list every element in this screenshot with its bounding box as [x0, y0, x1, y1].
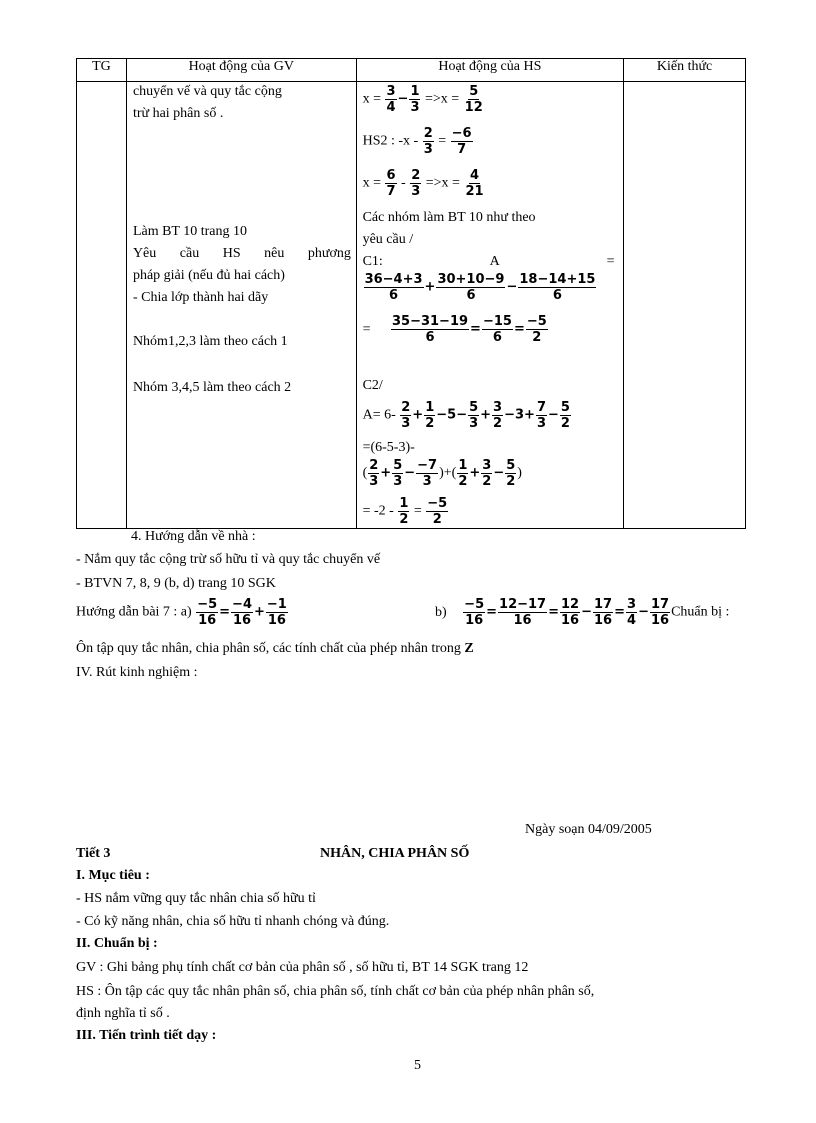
- text: =: [606, 254, 615, 269]
- hint-line: Hướng dẫn bài 7 : a) $\frac{-5}{16}$ = $\frac{-4}{16}$ + $\frac{-1}{16}$: [76, 597, 287, 628]
- gv-word: Yêu: [132, 246, 157, 261]
- numerator: 1: [458, 458, 468, 473]
- fraction: [398, 496, 409, 527]
- fraction: [426, 496, 448, 527]
- numerator: −15: [482, 314, 512, 329]
- denominator: 3: [423, 142, 433, 157]
- fraction: [650, 597, 670, 628]
- numerator: 12−17: [499, 597, 547, 612]
- numerator: 6: [386, 168, 396, 183]
- fraction: [385, 168, 396, 199]
- numerator: 3: [493, 400, 503, 415]
- fraction: [481, 458, 492, 489]
- text: Ôn tập quy tắc nhân, chia phân số, các tính chất của phép nhân trong: [76, 641, 461, 656]
- text: =>x =: [425, 175, 460, 191]
- review-line: [76, 641, 474, 657]
- section-heading: III. Tiến trình tiết dạy :: [76, 1028, 217, 1043]
- prep-line: HS : Ôn tập các quy tắc nhân phân số, chia phân số, tính chất cơ bản của phép nhân phân số,: [76, 984, 595, 999]
- gv-word: HS: [222, 246, 241, 261]
- text: b): [435, 604, 447, 620]
- fraction: [266, 597, 288, 628]
- text: A= 6-: [362, 407, 396, 423]
- numerator: −5: [464, 597, 485, 612]
- denominator: 21: [465, 184, 484, 199]
- fraction: [410, 168, 421, 199]
- fraction: [536, 400, 547, 431]
- date-line: Ngày soạn 04/09/2005: [525, 822, 652, 837]
- text: C1:: [362, 254, 383, 269]
- fraction: [463, 597, 485, 628]
- home-line: - Nắm quy tắc cộng trừ số hữu tỉ và quy tắc chuyển vế: [76, 552, 381, 567]
- text: Hướng dẫn bài 7 : a): [76, 604, 192, 620]
- numerator: 3: [627, 597, 637, 612]
- denominator: 3: [401, 416, 411, 431]
- denominator: 16: [650, 613, 670, 628]
- denominator: 16: [561, 613, 580, 628]
- hs-eq-2: [363, 126, 474, 157]
- denominator: 16: [232, 613, 252, 628]
- prep-line: GV : Ghi bảng phụ tính chất cơ bản của phân số , số hữu tỉ, BT 14 SGK trang 12: [76, 960, 529, 975]
- page-number: 5: [414, 1058, 421, 1073]
- text: A: [489, 254, 500, 269]
- objective-line: - HS nắm vững quy tắc nhân chia số hữu tỉ: [76, 891, 316, 906]
- numerator: 5: [469, 84, 479, 99]
- denominator: 16: [513, 613, 532, 628]
- section-iv: IV. Rút kinh nghiệm :: [76, 665, 198, 680]
- denominator: 3: [422, 474, 432, 489]
- denominator: 7: [457, 142, 467, 157]
- fraction: [364, 272, 424, 303]
- denominator: 3: [393, 474, 403, 489]
- denominator: 2: [560, 416, 570, 431]
- gv-word: phương: [307, 246, 351, 261]
- numerator: 5: [393, 458, 403, 473]
- text: =: [413, 503, 422, 519]
- fraction: [423, 126, 434, 157]
- fraction: [626, 597, 637, 628]
- numerator: −1: [266, 597, 287, 612]
- numerator: 3: [386, 84, 396, 99]
- numerator: 2: [423, 126, 433, 141]
- gv-line: chuyển vế và quy tắc cộng: [132, 84, 282, 99]
- hs-line: =(6-5-3)-: [362, 440, 415, 455]
- gv-line: Nhóm 3,4,5 làm theo cách 2: [132, 380, 292, 395]
- numerator: 1: [399, 496, 409, 511]
- hs-c2-expr: A= 6- $\frac{2}{3}$ + $\frac{1}{2}$ −5− $\frac{5}{3}$ + $\frac{3}{2}$ −3+ $\frac{7}{3}$ − $\frac{5}{2}$: [362, 400, 570, 431]
- header-tg: TG: [77, 59, 127, 82]
- numerator: 17: [650, 597, 670, 612]
- numerator: −4: [232, 597, 252, 612]
- objective-line: - Có kỹ năng nhân, chia số hữu tỉ nhanh chóng và đúng.: [76, 914, 390, 929]
- header-kien-thuc: Kiến thức: [624, 59, 746, 82]
- denominator: 2: [493, 416, 503, 431]
- denominator: 6: [466, 288, 476, 303]
- numerator: 17: [594, 597, 613, 612]
- fraction: [593, 597, 613, 628]
- numerator: 5: [469, 400, 479, 415]
- denominator: 3: [410, 100, 420, 115]
- header-gv: Hoạt động của GV: [126, 59, 356, 82]
- denominator: 16: [594, 613, 613, 628]
- denominator: 2: [482, 474, 492, 489]
- numerator: 12: [561, 597, 580, 612]
- numerator: −5: [427, 496, 448, 511]
- fraction: [400, 400, 411, 431]
- denominator: 2: [425, 416, 435, 431]
- gv-word: cầu: [179, 246, 200, 261]
- hs-line: C2/: [362, 378, 383, 393]
- numerator: 3: [482, 458, 492, 473]
- numerator: 35−31−19: [391, 314, 469, 329]
- numerator: 1: [410, 84, 420, 99]
- denominator: 2: [458, 474, 468, 489]
- gv-line: trừ hai phân số .: [132, 106, 224, 121]
- numerator: 2: [369, 458, 379, 473]
- gv-line: pháp giải (nếu đủ hai cách): [132, 268, 285, 283]
- denominator: 2: [432, 512, 442, 527]
- numerator: −6: [451, 126, 472, 141]
- denominator: 6: [425, 330, 435, 345]
- numerator: −7: [417, 458, 438, 473]
- denominator: 16: [267, 613, 286, 628]
- text: Chuẩn bị :: [671, 604, 730, 620]
- denominator: 2: [506, 474, 516, 489]
- numerator: 36−4+3: [364, 272, 423, 287]
- gv-word: nêu: [264, 246, 285, 261]
- denominator: 4: [386, 100, 396, 115]
- denominator: 16: [465, 613, 484, 628]
- gv-line-justified: [133, 246, 351, 262]
- fraction: [468, 400, 479, 431]
- prep-line: định nghĩa tỉ số .: [76, 1006, 170, 1021]
- kien-thuc-cell: [624, 82, 746, 529]
- hs-line: Các nhóm làm BT 10 như theo: [362, 210, 536, 225]
- text: x =: [362, 175, 381, 191]
- numerator: 5: [506, 458, 516, 473]
- numerator: −5: [197, 597, 218, 612]
- fraction: [492, 400, 503, 431]
- denominator: 6: [552, 288, 562, 303]
- tg-cell: [77, 82, 127, 529]
- denominator: 6: [389, 288, 399, 303]
- hs-c1-expr: $\frac{36-4+3}{6}$ + $\frac{30+10-9}{6}$ − $\frac{18-14+15}{6}$: [364, 272, 596, 303]
- text: x =: [362, 91, 381, 107]
- denominator: 16: [198, 613, 217, 628]
- fraction: [464, 84, 484, 115]
- section-heading: I. Mục tiêu :: [76, 868, 150, 883]
- fraction: [392, 458, 403, 489]
- table-row: [77, 82, 746, 529]
- hint-b-line: b) $\frac{-5}{16}$ = $\frac{12-17}{16}$ = $\frac{12}{16}$ − $\frac{17}{16}$ = $\frac{3}{4}$ − $\frac{17}{16}$ Chuẩn bị :: [435, 597, 730, 628]
- fraction: [526, 314, 548, 345]
- home-line: - BTVN 7, 8, 9 (b, d) trang 10 SGK: [76, 576, 276, 591]
- denominator: 3: [369, 474, 379, 489]
- lesson-table: [76, 58, 746, 529]
- numerator: 4: [469, 168, 479, 183]
- numerator: 2: [411, 168, 421, 183]
- denominator: 4: [627, 613, 637, 628]
- gv-cell: [126, 82, 356, 529]
- hs-line: yêu cầu /: [362, 232, 414, 247]
- fraction: [451, 126, 473, 157]
- text: = -2 -: [362, 503, 394, 519]
- fraction: [391, 314, 469, 345]
- fraction: [231, 597, 253, 628]
- fraction: [196, 597, 218, 628]
- fraction: [505, 458, 516, 489]
- numerator: 18−14+15: [519, 272, 596, 287]
- text: HS2 : -x -: [362, 133, 419, 149]
- numerator: 7: [536, 400, 546, 415]
- gv-line: Làm BT 10 trang 10: [132, 224, 247, 239]
- fraction: [560, 400, 571, 431]
- fraction: [416, 458, 438, 489]
- hs-c1-line: [363, 254, 615, 270]
- text: =: [438, 133, 447, 149]
- fraction: [385, 84, 396, 115]
- denominator: 7: [386, 184, 396, 199]
- fraction: [457, 458, 468, 489]
- hs-eq-1: x = $\frac{3}{4}$ − $\frac{1}{3}$ =>x = $\frac{5}{12}$: [362, 84, 483, 115]
- header-hs: Hoạt động của HS: [356, 59, 624, 82]
- tiet-label: Tiết 3: [76, 846, 111, 861]
- table-header-row: [77, 59, 746, 82]
- text: =: [362, 321, 371, 337]
- hs-group-expr: ( $\frac{2}{3}$ + $\frac{5}{3}$ − $\frac{-7}{3}$ )+( $\frac{1}{2}$ + $\frac{3}{2}$ − $\frac{5}{2}$ ): [362, 458, 522, 489]
- fraction: [560, 597, 580, 628]
- fraction: [424, 400, 435, 431]
- numerator: 30+10−9: [437, 272, 505, 287]
- numerator: 2: [401, 400, 411, 415]
- hs-final: [363, 496, 450, 527]
- hs-cell: [356, 82, 624, 529]
- fraction: [436, 272, 505, 303]
- denominator: 2: [399, 512, 409, 527]
- denominator: 3: [411, 184, 421, 199]
- fraction: [409, 84, 420, 115]
- denominator: 2: [532, 330, 542, 345]
- home-title: 4. Hướng dẫn về nhà :: [131, 529, 256, 544]
- denominator: 12: [464, 100, 483, 115]
- lesson-title: NHÂN, CHIA PHÂN SỐ: [320, 846, 470, 861]
- set-z-symbol: Z: [464, 641, 474, 656]
- numerator: 1: [425, 400, 435, 415]
- hs-eq-3: [363, 168, 486, 199]
- fraction: [368, 458, 379, 489]
- numerator: −5: [526, 314, 547, 329]
- fraction: [518, 272, 596, 303]
- denominator: 6: [492, 330, 502, 345]
- fraction: [498, 597, 547, 628]
- fraction: [482, 314, 513, 345]
- fraction: [464, 168, 484, 199]
- hs-c1-result: = $\frac{35-31-19}{6}$ = $\frac{-15}{6}$ = $\frac{-5}{2}$: [362, 314, 547, 345]
- gv-line: - Chia lớp thành hai dãy: [132, 290, 269, 305]
- numerator: 5: [560, 400, 570, 415]
- gv-line: Nhóm1,2,3 làm theo cách 1: [132, 334, 288, 349]
- denominator: 3: [469, 416, 479, 431]
- text: -: [401, 175, 406, 191]
- text: =>x =: [424, 91, 460, 107]
- section-heading: II. Chuẩn bị :: [76, 936, 158, 951]
- denominator: 3: [536, 416, 546, 431]
